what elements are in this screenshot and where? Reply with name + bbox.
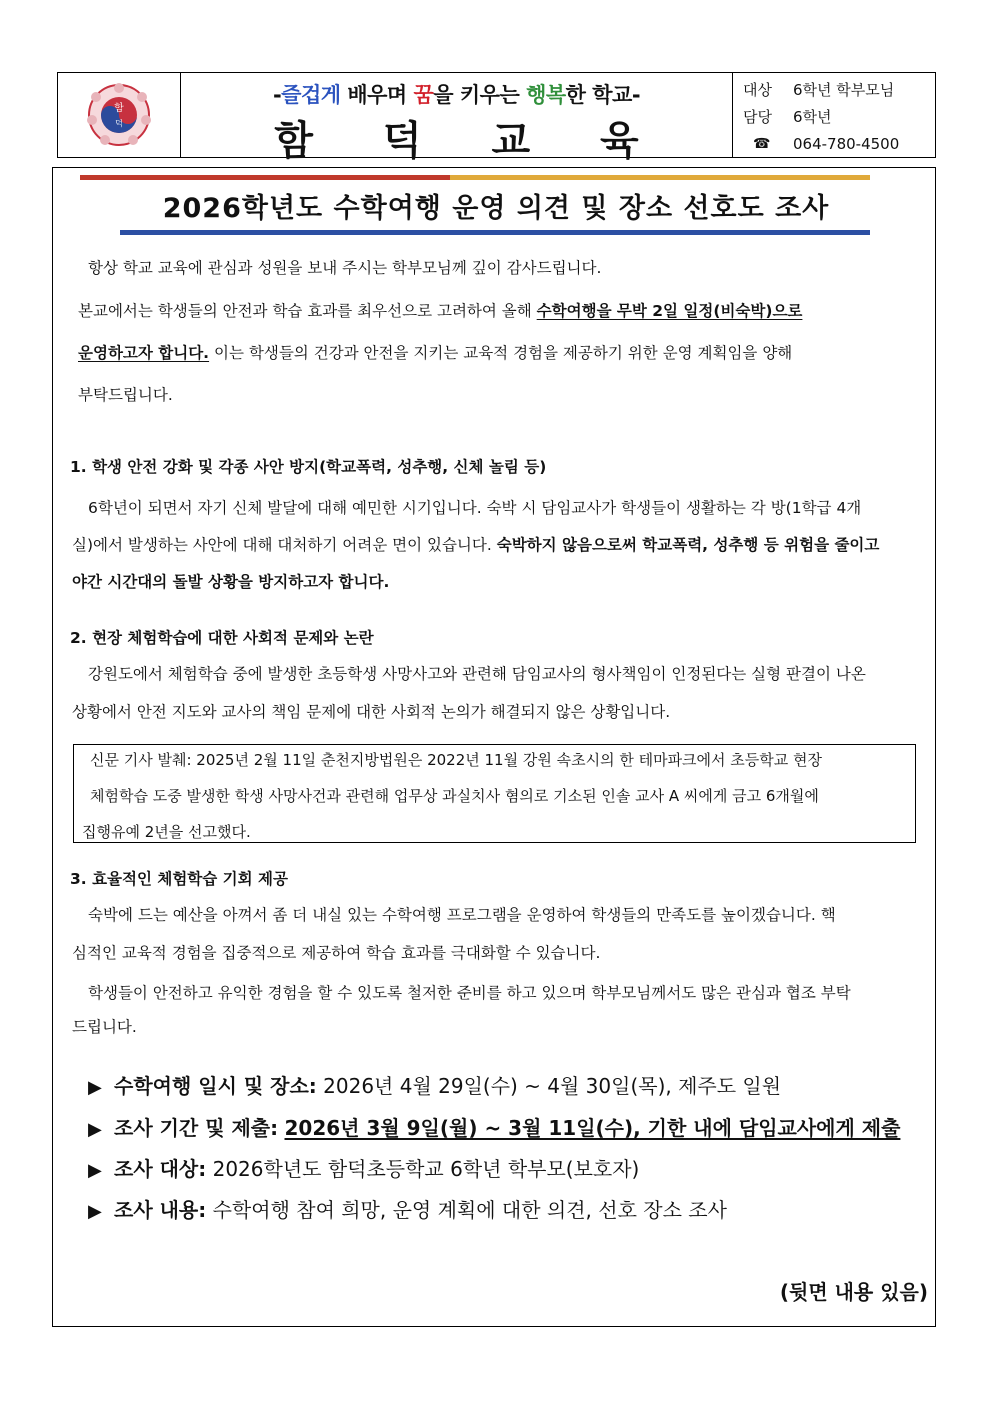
slogan-segment: 꿈 [413, 83, 434, 107]
document-title: 2026학년도 수학여행 운영 의견 및 장소 선호도 조사 [162, 193, 830, 224]
intro-line-2-emphasis: 수학여행을 무박 2일 일정(비숙박)으로 [536, 302, 803, 320]
phone-number: 064-780-4500 [793, 135, 900, 153]
section-1-line-2-bold: 숙박하지 않음으로써 학교폭력, 성추행 등 위험을 줄이고 [496, 536, 880, 554]
info-item-survey-content [88, 1194, 727, 1223]
news-quote-line-2: 체험학습 도중 발생한 학생 사망사건과 관련해 업무상 과실치사 혐의로 기소된 인솔 교사 A 씨에게 금고 6개월에 [90, 787, 819, 805]
info-item-3-label: 조사 대상: [114, 1157, 207, 1181]
charge-value: 6학년 [793, 108, 832, 126]
info-item-survey-target [88, 1153, 639, 1182]
header-box [57, 72, 936, 164]
title-bar-top-red [80, 175, 450, 180]
bullet-icon: ▶ [88, 1077, 102, 1098]
section-2-heading: 2. 현장 체험학습에 대한 사회적 문제와 논란 [70, 629, 374, 647]
title-bar-top-yellow [450, 175, 870, 180]
intro-line-2 [78, 301, 802, 321]
intro-line-3 [78, 343, 792, 363]
school-logo-cell [58, 73, 181, 157]
intro-line-2-text: 본교에서는 학생들의 안전과 학습 효과를 최우선으로 고려하여 올해 [78, 302, 537, 320]
section-3-line-2: 심적인 교육적 경험을 집중적으로 제공하여 학습 효과를 극대화할 수 있습니다. [72, 944, 601, 962]
intro-line-3-text: 이는 학생들의 건강과 안전을 지키는 교육적 경험을 제공하기 위한 운영 계획임을 양해 [209, 344, 793, 362]
slogan-segment: 즐겁게 [281, 83, 341, 107]
section-2-line-2: 상황에서 안전 지도와 교사의 책임 문제에 대한 사회적 논의가 해결되지 않은 상황입니다. [72, 703, 671, 721]
section-3-heading: 3. 효율적인 체험학습 기회 제공 [70, 870, 288, 888]
header-info [733, 73, 935, 157]
charge-label: 담당 [743, 108, 772, 126]
news-quote-box [73, 744, 916, 843]
news-quote-line-1: 신문 기사 발췌: 2025년 2월 11일 춘천지방법원은 2022년 11월 강원 속초시의 한 테마파크에서 초등학교 현장 [90, 751, 823, 769]
header-center [181, 73, 733, 164]
charge-row [743, 104, 935, 131]
school-slogan [181, 79, 732, 109]
info-item-3-value: 2026학년도 함덕초등학교 6학년 학부모(보호자) [206, 1157, 640, 1181]
back-page-note: (뒷면 내용 있음) [779, 1280, 928, 1304]
phone-icon: ☎ [753, 136, 771, 152]
bullet-icon: ▶ [88, 1201, 102, 1222]
logo-char-bottom: 덕 [115, 119, 123, 128]
info-item-4-label: 조사 내용: [114, 1198, 207, 1222]
info-item-2-value: 2026년 3월 9일(월) ~ 3월 11일(수), 기한 내에 담임교사에게 제출 [284, 1116, 901, 1140]
section-2-line-1: 강원도에서 체험학습 중에 발생한 초등학생 사망사고와 관련해 담임교사의 형사책임이 인정된다는 실형 판결이 나온 [88, 665, 866, 683]
info-item-2-label: 조사 기간 및 제출: [114, 1116, 279, 1140]
slogan-segment: 을 키우는 [433, 83, 527, 107]
info-item-1-value: 2026년 4월 29일(수) ~ 4월 30일(목), 제주도 일원 [316, 1074, 782, 1098]
bullet-icon: ▶ [88, 1119, 102, 1140]
school-emblem-icon [87, 83, 151, 147]
intro-line-4: 부탁드립니다. [78, 386, 173, 404]
logo-char-top: 함 [114, 103, 124, 114]
target-label: 대상 [743, 81, 772, 99]
intro-line-1: 항상 학교 교육에 관심과 성원을 보내 주시는 학부모님께 깊이 감사드립니다. [88, 259, 602, 277]
section-1-line-1: 6학년이 되면서 자기 신체 발달에 대해 예민한 시기입니다. 숙박 시 담임교사가 학생들이 생활하는 각 방(1학급 4개 [88, 499, 862, 517]
news-quote-line-3: 집행유예 2년을 선고했다. [82, 823, 251, 841]
section-3-line-3: 학생들이 안전하고 유익한 경험을 할 수 있도록 철저한 준비를 하고 있으며 학부모님께서도 많은 관심과 협조 부탁 [88, 984, 851, 1002]
phone-row [743, 131, 935, 158]
slogan-segment: 배우며 [340, 83, 414, 107]
bullet-icon: ▶ [88, 1160, 102, 1181]
info-item-4-value: 수학여행 참여 희망, 운영 계획에 대한 의견, 선호 장소 조사 [206, 1198, 727, 1222]
school-title: 함 덕 교 육 [274, 117, 667, 164]
info-item-1-label: 수학여행 일시 및 장소: [114, 1074, 317, 1098]
target-row [743, 77, 935, 104]
section-1-heading: 1. 학생 안전 강화 및 각종 사안 방지(학교폭력, 성추행, 신체 놀림 등) [70, 458, 547, 476]
section-1-line-2 [72, 535, 879, 555]
slogan-segment: - [272, 83, 282, 107]
slogan-segment: 한 학교- [565, 83, 641, 107]
intro-line-3-emphasis: 운영하고자 합니다. [78, 344, 210, 362]
info-item-schedule [88, 1070, 781, 1099]
section-1-line-2-text: 실)에서 발생하는 사안에 대해 대처하기 어려운 면이 있습니다. [72, 536, 497, 554]
info-item-survey-period [88, 1112, 900, 1141]
section-1-line-3: 야간 시간대의 돌발 상황을 방지하고자 합니다. [72, 573, 390, 591]
title-bar-bottom-blue [120, 230, 870, 235]
target-value: 6학년 학부모님 [793, 81, 895, 99]
section-3-line-4: 드립니다. [72, 1018, 137, 1036]
slogan-segment: 행복 [526, 83, 566, 107]
section-3-line-1: 숙박에 드는 예산을 아껴서 좀 더 내실 있는 수학여행 프로그램을 운영하여 학생들의 만족도를 높이겠습니다. 핵 [88, 906, 836, 924]
